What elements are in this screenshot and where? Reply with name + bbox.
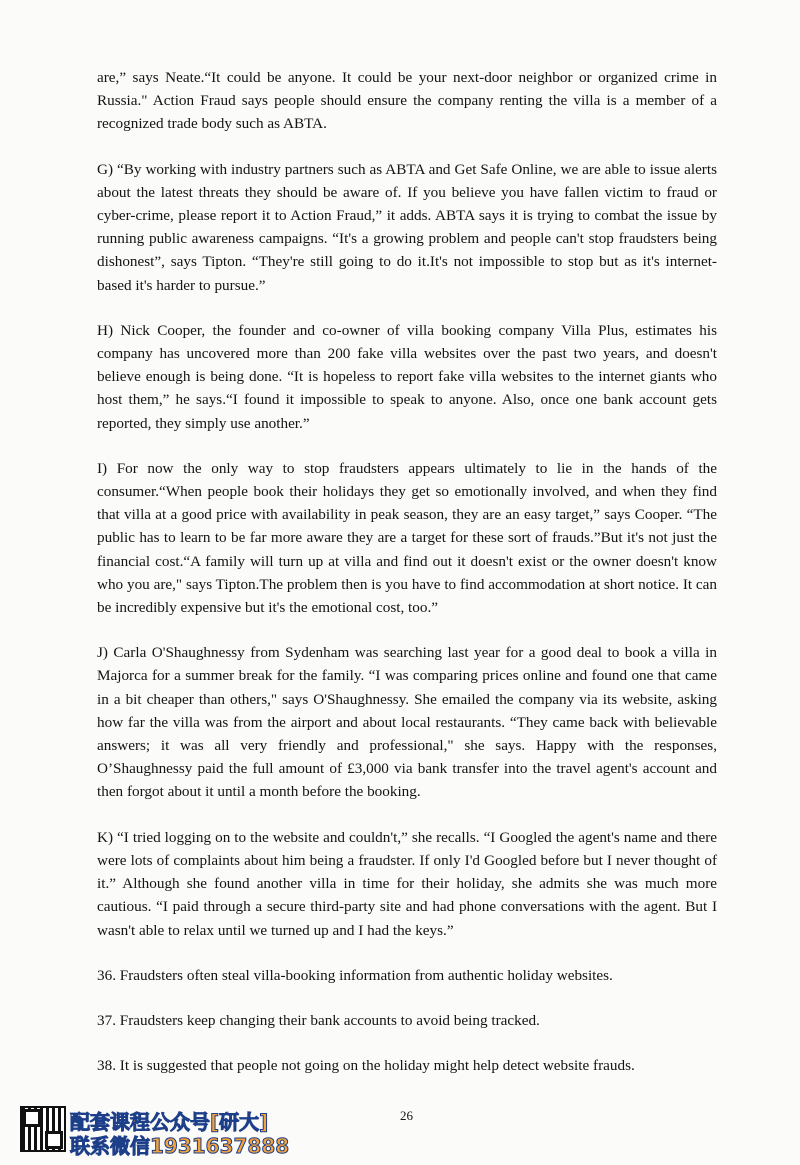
paragraph-h: H) Nick Cooper, the founder and co-owner of villa booking company Villa Plus, estimates his company has uncovered more than 200 fake villa websites over the past two years, and doesn't believe enough is being done. “It is hopeless to report fake villa websites to the internet giants who host them,” he says.“I found it impossible to speak to anyone. Also, once one bank account gets reported, they simply use another.” [97, 321, 717, 432]
question-36: 36. Fraudsters often steal villa-booking information from authentic holiday websites. [97, 966, 613, 984]
promo-line-2: 联系微信1931637888 [70, 1134, 290, 1158]
paragraph-i: I) For now the only way to stop fraudsters appears ultimately to lie in the hands of the consumer.“When people book their holidays they get so emotionally involved, and when they find that villa at a good price with availability in peak season, they are an easy target,” says Cooper. “The public has to learn to be far more aware they are a target for these sort of frauds.”But it's not just the financial cost.“A family will turn up at villa and find out it doesn't exist or the owner doesn't know who you are," says Tipton.The problem then is you have to find accommodation at short notice. It can be incredibly expensive but it's the emotional cost, too.” [97, 459, 717, 617]
page-number: 26 [400, 1108, 413, 1123]
paragraph-g: G) “By working with industry partners such as ABTA and Get Safe Online, we are able to issue alerts about the latest threats they should be aware of. If you believe you have fallen victim to fraud or cyber-crime, please report it to Action Fraud,” it adds. ABTA says it is trying to combat the issue by running public awareness campaigns. “It's a growing problem and people can't stop fraudsters being dishonest”, says Tipton. “They're still going to do it.It's not impossible to stop but as it's internet-based it's harder to pursue.” [97, 160, 717, 294]
article-body [97, 66, 717, 1099]
promo-line-1: 配套课程公众号[研大] [70, 1110, 269, 1134]
question-37: 37. Fraudsters keep changing their bank accounts to avoid being tracked. [97, 1011, 540, 1029]
paragraph-continuation: are,” says Neate.“It could be anyone. It could be your next-door neighbor or organized crime in Russia." Action Fraud says people should ensure the company renting the villa is a member of a recognized trade body such as ABTA. [97, 69, 717, 133]
qr-code-icon [20, 1106, 66, 1152]
question-38: 38. It is suggested that people not going on the holiday might help detect website frauds. [97, 1057, 635, 1075]
paragraph-k: K) “I tried logging on to the website and couldn't,” she recalls. “I Googled the agent's name and there were lots of complaints about him being a fraudster. If only I'd Googled before but I never thought of it.” Although she found another villa in time for their holiday, she admits she was much more cautious. “I paid through a secure third-party site and had phone conversations with the agent. But I wasn't able to relax until we turned up and I had the keys.” [97, 828, 717, 939]
paragraph-j: J) Carla O'Shaughnessy from Sydenham was searching last year for a good deal to book a villa in Majorca for a summer break for the family. “I was comparing prices online and found one that came in a bit cheaper than others," says O'Shaughnessy. She emailed the company via its website, asking how far the villa was from the airport and about local restaurants. “They came back with believable answers; it was all very friendly and professional," she says. Happy with the responses, O’Shaughnessy paid the full amount of £3,000 via bank transfer into the travel agent's account and then forgot about it until a month before the booking. [97, 644, 717, 801]
promo-watermark [20, 1106, 320, 1156]
